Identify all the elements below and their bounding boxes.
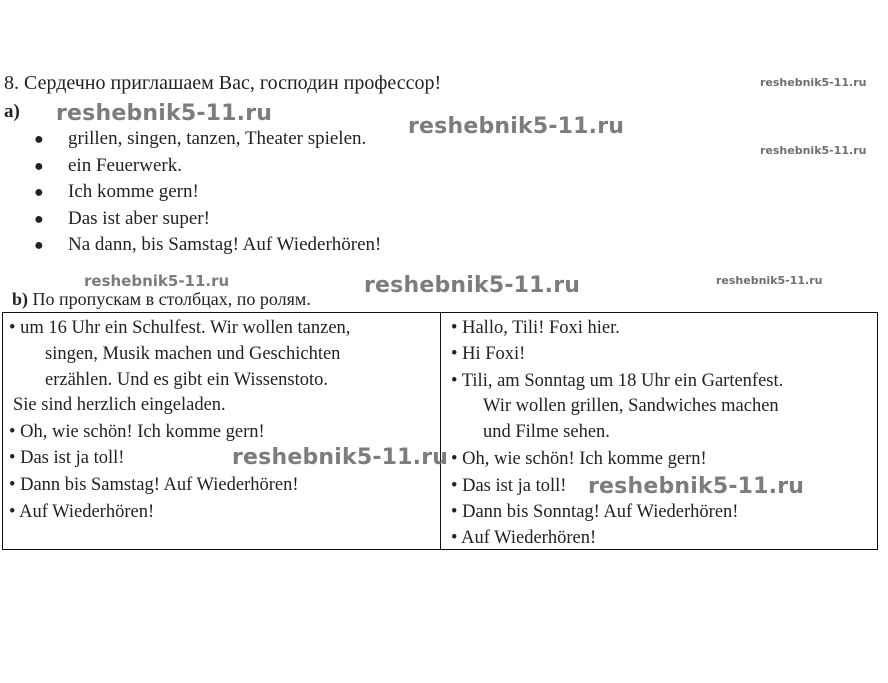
- list-item-text: grillen, singen, tanzen, Theater spielen.: [68, 128, 367, 149]
- dialogue-line: • um 16 Uhr ein Schulfest. Wir wollen tanzen,: [9, 318, 351, 338]
- list-item-text: ein Feuerwerk.: [68, 154, 182, 176]
- bullet-icon: ●: [34, 157, 44, 175]
- exercise-heading: 8. Сердечно приглашаем Вас, господин профессор!: [4, 72, 442, 94]
- dialogue-line: • Das ist ja toll!: [451, 476, 567, 496]
- list-item: [34, 153, 381, 180]
- bullet-icon: ●: [34, 184, 44, 202]
- watermark: reshebnik5-11.ru: [364, 273, 581, 298]
- part-a-list: [34, 126, 381, 259]
- dialogue-line: • Oh, wie schön! Ich komme gern!: [9, 422, 265, 442]
- list-item-text: Das ist aber super!: [68, 207, 210, 229]
- dialogue-line: • Das ist ja toll!: [9, 448, 125, 468]
- dialogue-column-right: [441, 313, 877, 549]
- bullet-icon: ●: [34, 210, 44, 228]
- dialogue-line: • Oh, wie schön! Ich komme gern!: [451, 449, 707, 469]
- bullet-icon: ●: [34, 131, 44, 148]
- dialogue-column-left: [3, 313, 441, 549]
- watermark: reshebnik5-11.ru: [56, 101, 273, 126]
- dialogue-line: • Hallo, Tili! Foxi hier.: [451, 318, 620, 338]
- dialogue-line: • Hi Foxi!: [451, 344, 526, 364]
- dialogue-line: • Tili, am Sonntag um 18 Uhr ein Gartenfest.: [451, 371, 784, 391]
- dialogue-line: • Auf Wiederhören!: [451, 528, 597, 548]
- part-a-label: а): [4, 101, 20, 122]
- dialogue-line: • Dann bis Sonntag! Auf Wiederhören!: [451, 502, 739, 522]
- watermark: reshebnik5-11.ru: [232, 445, 449, 470]
- list-item: [34, 206, 381, 233]
- dialogue-table: [2, 312, 878, 550]
- part-b-instruction: По пропускам в столбцах, по ролям.: [32, 289, 311, 309]
- watermark: reshebnik5-11.ru: [408, 114, 625, 139]
- list-item: [34, 179, 381, 206]
- bullet-icon: ●: [34, 237, 44, 255]
- list-item: [34, 232, 381, 259]
- dialogue-line: singen, Musik machen und Geschichten: [45, 344, 341, 364]
- part-b-label: b): [12, 289, 29, 309]
- watermark: reshebnik5-11.ru: [588, 474, 805, 499]
- part-b-header: [12, 289, 311, 310]
- list-item: [34, 126, 381, 153]
- dialogue-line: • Dann bis Samstag! Auf Wiederhören!: [9, 475, 299, 495]
- dialogue-line: erzählen. Und es gibt ein Wissenstoto.: [45, 370, 329, 390]
- watermark: reshebnik5-11.ru: [760, 76, 867, 89]
- watermark: reshebnik5-11.ru: [716, 274, 823, 287]
- dialogue-line: und Filme sehen.: [483, 422, 610, 442]
- dialogue-line: • Auf Wiederhören!: [9, 502, 155, 522]
- watermark: reshebnik5-11.ru: [760, 144, 867, 157]
- dialogue-line: Sie sind herzlich eingeladen.: [13, 395, 226, 415]
- dialogue-line: Wir wollen grillen, Sandwiches machen: [483, 396, 779, 416]
- watermark: reshebnik5-11.ru: [84, 272, 230, 290]
- list-item-text: Na dann, bis Samstag! Auf Wiederhören!: [68, 234, 382, 256]
- list-item-text: Ich komme gern!: [68, 181, 199, 203]
